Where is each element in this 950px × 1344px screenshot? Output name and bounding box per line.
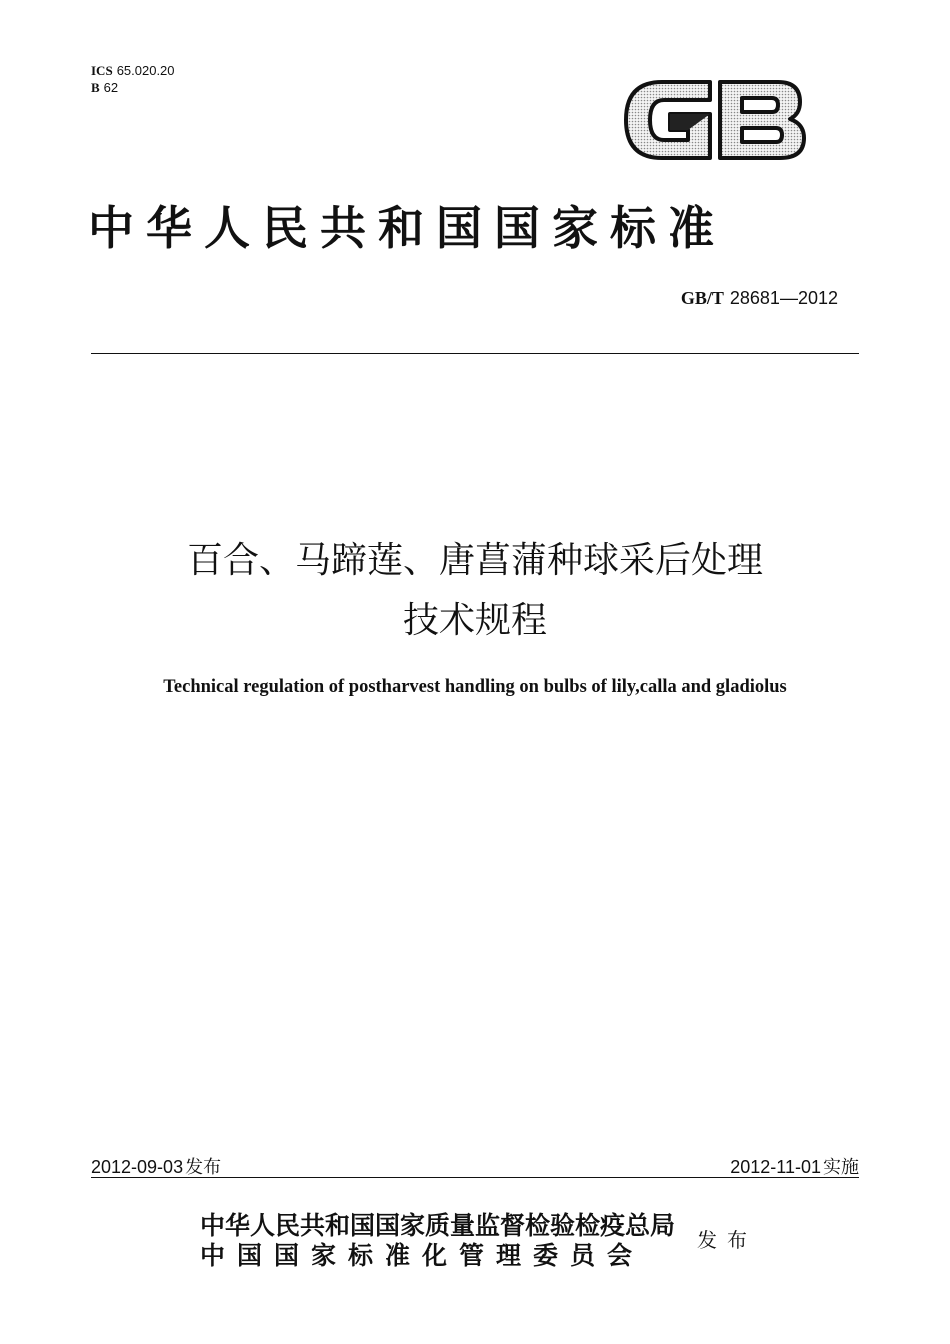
ccs-value: 62: [103, 80, 119, 95]
release-word: 发布: [697, 1228, 757, 1252]
top-divider: [91, 353, 859, 354]
english-title: Technical regulation of postharvest handling on bulbs of lily,calla and gladiolus: [163, 677, 787, 697]
gb-logo: [622, 72, 808, 168]
issue-word: 发布: [185, 1157, 222, 1178]
standard-number-value: 28681—2012: [729, 288, 838, 308]
document-title-line2: 技术规程: [402, 600, 547, 641]
classification-codes: [91, 62, 175, 96]
ccs-label: B: [91, 80, 100, 95]
standard-title: 中华人民共和国国家标准: [88, 201, 726, 255]
standard-number-prefix: GB/T: [680, 288, 724, 308]
issue-date: 2012-09-03: [91, 1157, 184, 1177]
document-title-line1: 百合、马蹄莲、唐菖蒲种球采后处理: [186, 540, 763, 581]
implement-word: 实施: [823, 1157, 859, 1178]
implement-date: 2012-11-01: [730, 1157, 821, 1177]
ics-code: [91, 62, 175, 79]
ccs-code: [91, 79, 175, 96]
bottom-divider: [91, 1177, 859, 1178]
ics-label: ICS: [91, 63, 113, 78]
standard-number: [681, 288, 838, 309]
issue-date-block: [91, 1153, 221, 1179]
ics-value: 65.020.20: [116, 63, 175, 78]
gb-logo-text: GB: [622, 72, 624, 73]
issuer-line2: 中国国家标准化管理委员会: [200, 1241, 645, 1270]
implement-date-block: [730, 1153, 859, 1179]
issuer-line1: 中华人民共和国国家质量监督检验检疫总局: [200, 1211, 676, 1240]
